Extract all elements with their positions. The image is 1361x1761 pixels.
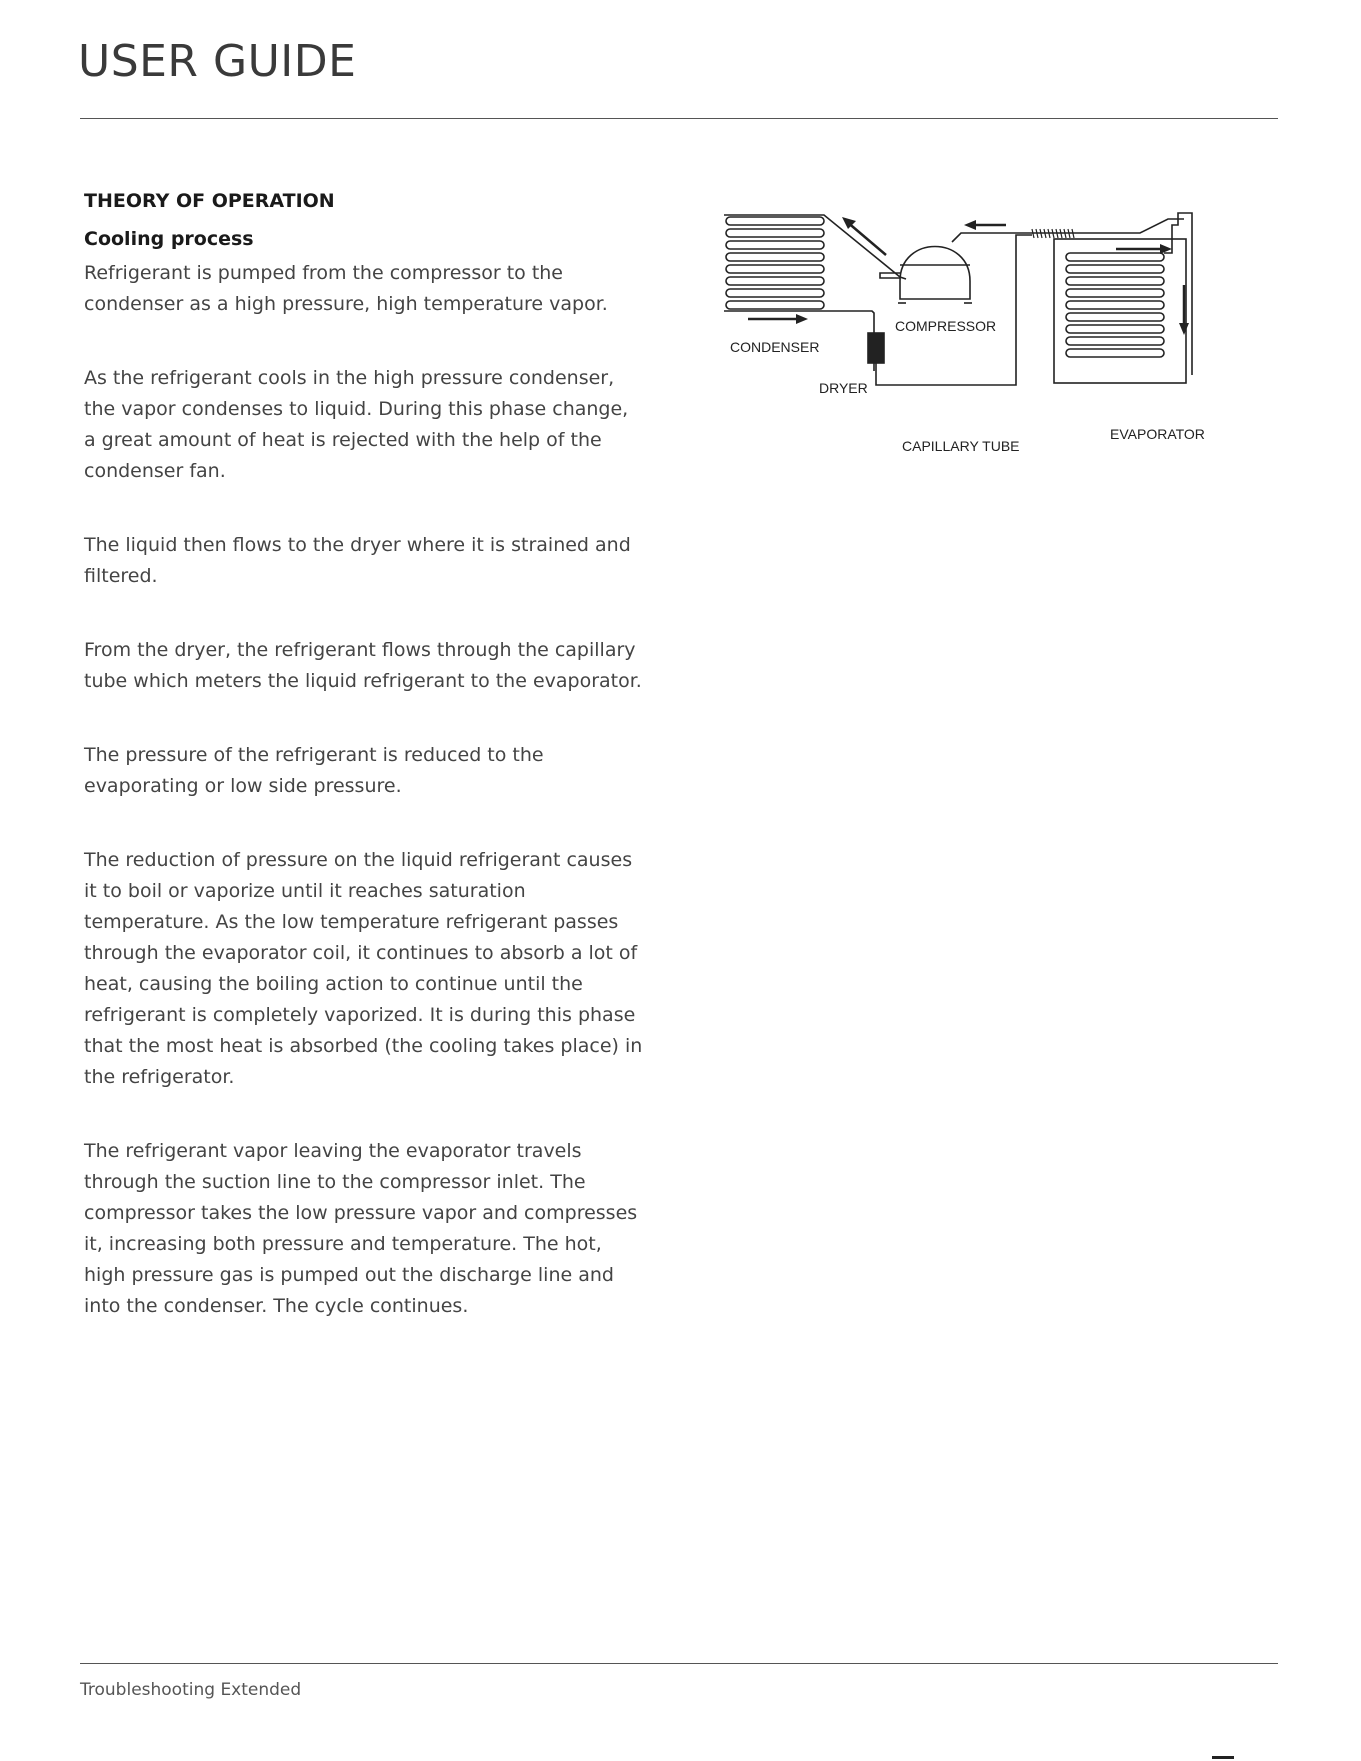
suction-line: [1032, 219, 1184, 233]
evaporator-label: EVAPORATOR: [1110, 426, 1205, 442]
paragraph: The refrigerant vapor leaving the evaporator travels through the suction line to the compressor inlet. The compressor takes the low pressure vapor and compresses it, increasing both pressure and temperature. The hot, high pressure gas is pumped out the discharge line and into the condenser. The cycle continues.: [84, 1140, 638, 1317]
arrow-icon: [964, 220, 1006, 230]
section-subheading: Cooling process: [84, 228, 254, 250]
capillary-tube-label: CAPILLARY TUBE: [902, 438, 1020, 454]
section-heading: THEORY OF OPERATION: [84, 190, 335, 212]
paragraph: The reduction of pressure on the liquid refrigerant causes it to boil or vaporize until it reaches saturation temperature. As the low temperature refrigerant passes through the evaporator coil, it continues to absorb a lot of heat, causing the boiling action to continue until the refrigerant is completely vaporized. It is during this phase that the most heat is absorbed (the cooling takes place) in the refrigerator.: [84, 849, 643, 1088]
compressor-label: COMPRESSOR: [895, 318, 997, 334]
paragraph: The liquid then flows to the dryer where it is strained and filtered.: [84, 534, 631, 587]
arrow-icon: [748, 314, 808, 324]
condenser-label: CONDENSER: [730, 339, 820, 355]
dryer-icon: [868, 333, 884, 371]
paragraph: From the dryer, the refrigerant flows through the capillary tube which meters the liquid refrigerant to the evaporator.: [84, 639, 642, 692]
paragraph: Refrigerant is pumped from the compressor to the condenser as a high pressure, high temperature vapor.: [84, 262, 608, 315]
evaporator-coil: [1054, 213, 1192, 383]
capillary-tube: [876, 235, 1032, 385]
header-divider: [80, 118, 1278, 119]
page-title: USER GUIDE: [78, 36, 357, 87]
dryer-label: DRYER: [819, 380, 868, 396]
footer-text: Troubleshooting Extended: [80, 1680, 302, 1700]
refrigeration-cycle-diagram: [716, 195, 1236, 475]
footer-divider: [80, 1663, 1278, 1664]
paragraph: As the refrigerant cools in the high pressure condenser, the vapor condenses to liquid. During this phase change, a great amount of heat is rejected with the help of the condenser fan.: [84, 367, 629, 482]
paragraph: The pressure of the refrigerant is reduced to the evaporating or low side pressure.: [84, 744, 544, 797]
arrow-icon: [1179, 285, 1189, 335]
compressor-icon: [880, 233, 1032, 303]
page-edge-mark: [1212, 1756, 1234, 1759]
theory-of-operation-section: [84, 190, 644, 1365]
